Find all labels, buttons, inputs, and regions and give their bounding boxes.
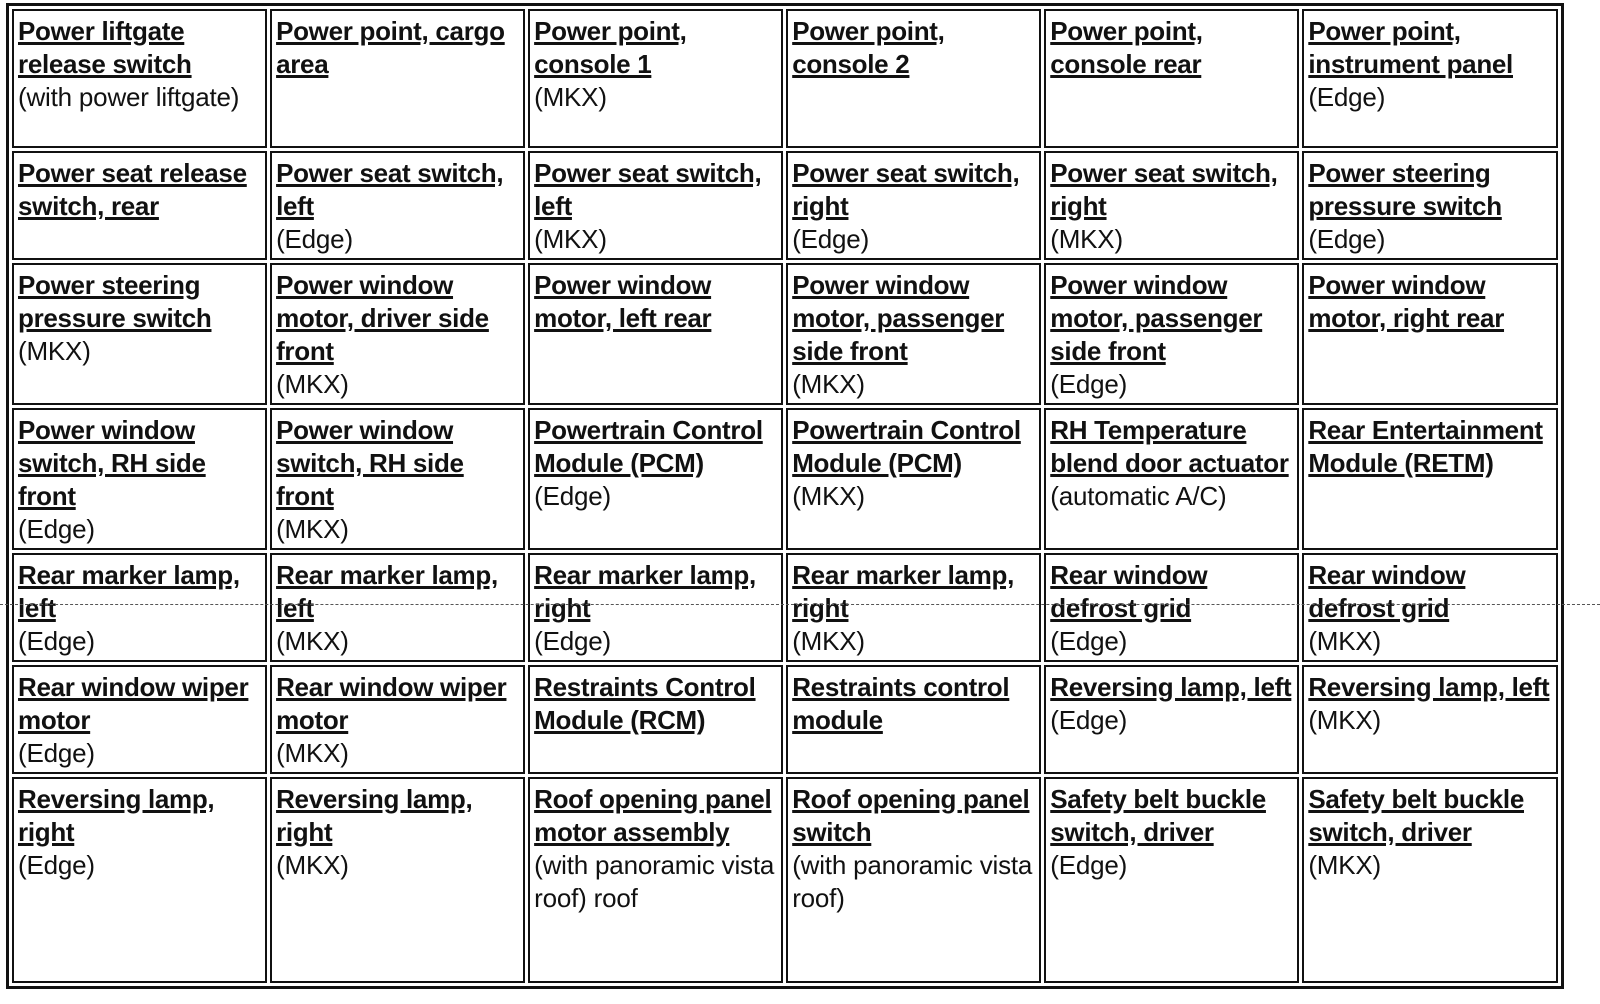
- component-note: (Edge): [18, 850, 95, 880]
- table-row: [12, 9, 1558, 148]
- table-cell: [270, 151, 525, 260]
- table-cell: [528, 263, 783, 405]
- table-cell: [1302, 408, 1558, 550]
- component-note: (Edge): [534, 481, 611, 511]
- table-cell: [270, 408, 525, 550]
- component-note: (Edge): [534, 626, 611, 656]
- component-link[interactable]: Power seat release switch, rear: [18, 158, 247, 221]
- component-link[interactable]: Power window motor, driver side front: [276, 270, 489, 366]
- component-link[interactable]: Power point, console 2: [792, 16, 945, 79]
- component-note: (MKX): [792, 369, 865, 399]
- component-note: (MKX): [534, 82, 607, 112]
- component-link[interactable]: Power steering pressure switch: [1308, 158, 1502, 221]
- table-body: [12, 9, 1558, 983]
- component-link[interactable]: Safety belt buckle switch, driver: [1308, 784, 1524, 847]
- component-note: (Edge): [1308, 224, 1386, 254]
- component-note: (MKX): [276, 514, 349, 544]
- component-note: (MKX): [792, 481, 865, 511]
- component-link[interactable]: Reversing lamp, left: [1308, 672, 1550, 702]
- component-link[interactable]: Rear window defrost grid: [1050, 560, 1208, 623]
- component-note: (MKX): [1308, 626, 1381, 656]
- component-note: (Edge): [1050, 369, 1128, 399]
- table-cell: [528, 9, 783, 148]
- component-link[interactable]: Rear marker lamp, right: [792, 560, 1014, 623]
- table-cell: [1044, 408, 1299, 550]
- component-note: (Edge): [18, 738, 95, 768]
- table-row: [12, 777, 1558, 983]
- table-cell: [528, 777, 783, 983]
- component-note: (Edge): [1050, 626, 1128, 656]
- table-cell: [12, 9, 267, 148]
- table-cell: [786, 665, 1041, 774]
- table-cell: [786, 263, 1041, 405]
- component-link[interactable]: Restraints control module: [792, 672, 1010, 735]
- table-cell: [786, 9, 1041, 148]
- component-note: (Edge): [18, 514, 95, 544]
- component-link[interactable]: Rear marker lamp, left: [18, 560, 240, 623]
- component-link[interactable]: Rear window wiper motor: [18, 672, 249, 735]
- component-link[interactable]: Reversing lamp, right: [276, 784, 473, 847]
- table-cell: [1302, 9, 1558, 148]
- component-link[interactable]: Rear Entertainment Module (RETM): [1308, 415, 1543, 478]
- component-link[interactable]: Power liftgate release switch: [18, 16, 192, 79]
- component-link[interactable]: Roof opening panel switch: [792, 784, 1030, 847]
- table-cell: [1044, 9, 1299, 148]
- component-link[interactable]: Power window motor, left rear: [534, 270, 712, 333]
- component-link[interactable]: Safety belt buckle switch, driver: [1050, 784, 1266, 847]
- component-link[interactable]: Power window motor, right rear: [1308, 270, 1505, 333]
- component-link[interactable]: Power seat switch, left: [534, 158, 762, 221]
- table-row: [12, 665, 1558, 774]
- component-note: (Edge): [18, 626, 95, 656]
- component-link[interactable]: Restraints Control Module (RCM): [534, 672, 756, 735]
- component-link[interactable]: Power window motor, passenger side front: [1050, 270, 1263, 366]
- table-row: [12, 151, 1558, 260]
- component-note: (Edge): [1050, 850, 1128, 880]
- component-link[interactable]: Rear window defrost grid: [1308, 560, 1466, 623]
- component-note: (MKX): [1308, 850, 1381, 880]
- table-cell: [1044, 777, 1299, 983]
- table-cell: [270, 9, 525, 148]
- component-link[interactable]: Power seat switch, right: [792, 158, 1020, 221]
- table-cell: [786, 777, 1041, 983]
- component-note: (MKX): [1050, 224, 1123, 254]
- component-link[interactable]: Rear window wiper motor: [276, 672, 507, 735]
- table-cell: [1302, 263, 1558, 405]
- component-note: (MKX): [276, 369, 349, 399]
- component-link[interactable]: RH Temperature blend door actuator: [1050, 415, 1289, 478]
- component-link[interactable]: Power point, cargo area: [276, 16, 505, 79]
- component-note: (Edge): [1050, 705, 1128, 735]
- component-note: (MKX): [276, 850, 349, 880]
- component-note: (with panoramic vista roof) roof: [534, 850, 775, 913]
- table-cell: [12, 553, 267, 662]
- component-link[interactable]: Power point, console rear: [1050, 16, 1203, 79]
- table-cell: [12, 665, 267, 774]
- component-note: (Edge): [792, 224, 870, 254]
- table-cell: [12, 263, 267, 405]
- component-note: (MKX): [792, 626, 865, 656]
- component-note: (MKX): [276, 626, 349, 656]
- table-cell: [1044, 553, 1299, 662]
- component-note: (MKX): [534, 224, 607, 254]
- table-cell: [1044, 665, 1299, 774]
- table-cell: [1302, 553, 1558, 662]
- component-link[interactable]: Rear marker lamp, left: [276, 560, 498, 623]
- component-note: (MKX): [276, 738, 349, 768]
- table-cell: [528, 408, 783, 550]
- table-row: [12, 263, 1558, 405]
- component-link[interactable]: Power point, instrument panel: [1308, 16, 1513, 79]
- component-note: (Edge): [1308, 82, 1386, 112]
- table-cell: [1302, 151, 1558, 260]
- component-link[interactable]: Reversing lamp, left: [1050, 672, 1292, 702]
- table-cell: [270, 263, 525, 405]
- table-cell: [270, 777, 525, 983]
- component-note: (MKX): [18, 336, 91, 366]
- table-cell: [12, 151, 267, 260]
- table-cell: [528, 553, 783, 662]
- component-note: (MKX): [1308, 705, 1381, 735]
- table-cell: [786, 408, 1041, 550]
- table-cell: [1302, 777, 1558, 983]
- component-link[interactable]: Reversing lamp, right: [18, 784, 215, 847]
- table-cell: [270, 553, 525, 662]
- table-cell: [12, 777, 267, 983]
- table-cell: [12, 408, 267, 550]
- table-row: [12, 408, 1558, 550]
- table-cell: [786, 151, 1041, 260]
- component-link[interactable]: Power seat switch, right: [1050, 158, 1278, 221]
- component-link[interactable]: Power window switch, RH side front: [18, 415, 206, 511]
- component-link[interactable]: Power seat switch, left: [276, 158, 504, 221]
- table-cell: [270, 665, 525, 774]
- table-cell: [1044, 263, 1299, 405]
- table-cell: [786, 553, 1041, 662]
- component-link[interactable]: Roof opening panel motor assembly: [534, 784, 772, 847]
- component-link[interactable]: Power window switch, RH side front: [276, 415, 464, 511]
- table-cell: [1302, 665, 1558, 774]
- component-link[interactable]: Power steering pressure switch: [18, 270, 212, 333]
- component-link[interactable]: Rear marker lamp, right: [534, 560, 756, 623]
- component-note: (with panoramic vista roof): [792, 850, 1033, 913]
- component-note: (Edge): [276, 224, 353, 254]
- table-cell: [528, 151, 783, 260]
- component-index-table: [6, 3, 1564, 989]
- component-note: (with power liftgate): [18, 82, 240, 112]
- component-note: (automatic A/C): [1050, 481, 1227, 511]
- component-link[interactable]: Powertrain Control Module (PCM): [534, 415, 763, 478]
- component-link[interactable]: Power point, console 1: [534, 16, 687, 79]
- component-link[interactable]: Powertrain Control Module (PCM): [792, 415, 1021, 478]
- table-cell: [528, 665, 783, 774]
- component-link[interactable]: Power window motor, passenger side front: [792, 270, 1005, 366]
- table-row: [12, 553, 1558, 662]
- table-cell: [1044, 151, 1299, 260]
